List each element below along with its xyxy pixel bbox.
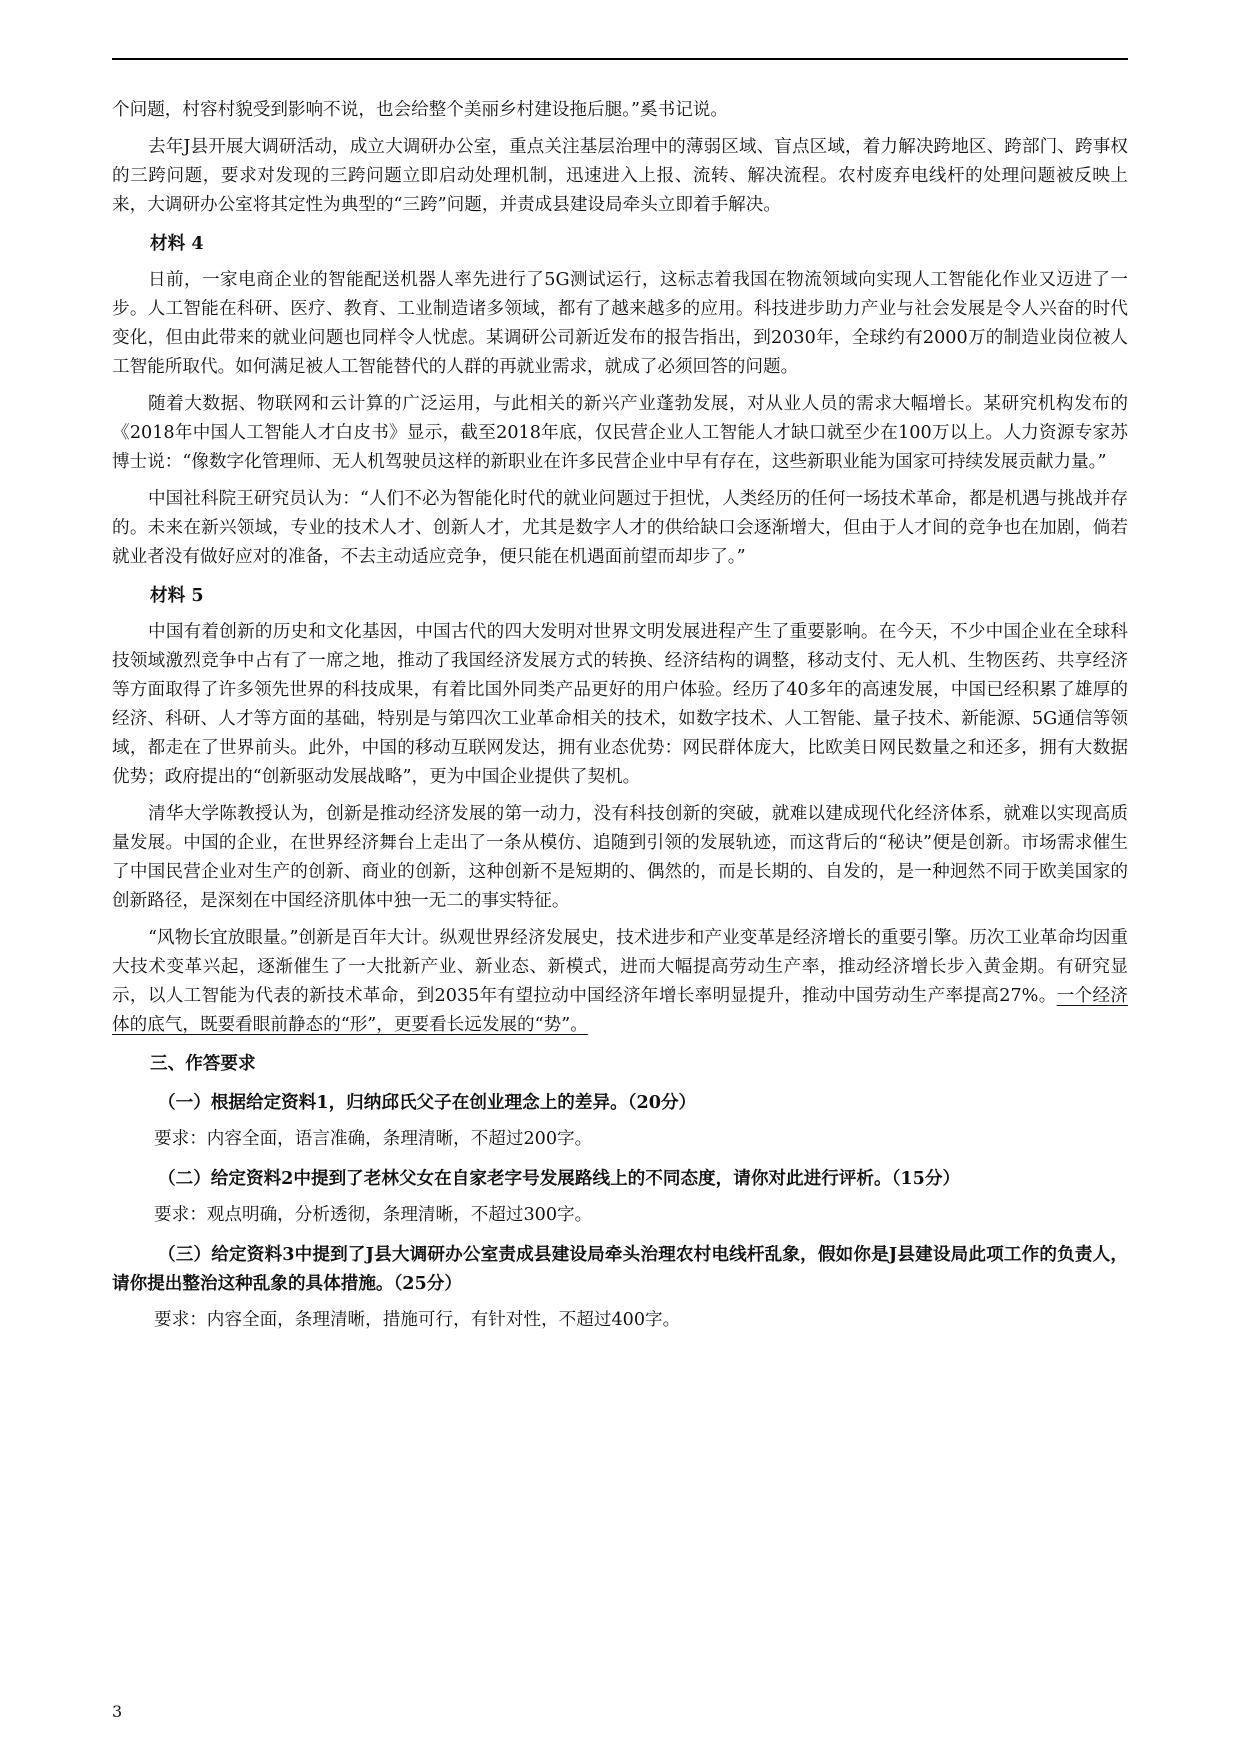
question-1-requirement: 要求：内容全面，语言准确，条理清晰，不超过200字。 [154, 1129, 593, 1149]
header-rule [112, 58, 1128, 60]
continuation-paragraph: 个问题，村容村貌受到影响不说，也会给整个美丽乡村建设拖后腿。”奚书记说。 [112, 100, 728, 120]
material4-paragraph-2: 随着大数据、物联网和云计算的广泛运用，与此相关的新兴产业蓬勃发展，对从业人员的需求大幅增长。某研究机构发布的《2018年中国人工智能人才白皮书》显示，截至2018年底，仅民营企业人工智能人才缺口就至少在100万以上。人力资源专家苏博士说：“像数字化管理师、无人机驾驶员这样的新职业在许多民营企业中早有存在，这些新职业能为国家可持续发展贡献力量。” [112, 394, 1128, 472]
document-body [112, 96, 1128, 1335]
question-3: （三）给定资料3中提到了J县大调研办公室责成县建设局牵头治理农村电线杆乱象，假如你是J县建设局此项工作的负责人，请你提出整治这种乱象的具体措施。（25分） [112, 1244, 1128, 1294]
question-2: （二）给定资料2中提到了老林父女在自家老字号发展路线上的不同态度，请你对此进行评析。（15分） [158, 1168, 961, 1189]
answer-section-heading: 三、作答要求 [150, 1053, 256, 1074]
question-1: （一）根据给定资料1，归纳邱氏父子在创业理念上的差异。（20分） [158, 1092, 697, 1113]
material4-heading: 材料 4 [150, 233, 204, 254]
page-number: 3 [112, 1702, 123, 1721]
j-county-paragraph: 去年J县开展大调研活动，成立大调研办公室，重点关注基层治理中的薄弱区域、盲点区域，着力解决跨地区、跨部门、跨事权的三跨问题，要求对发现的三跨问题立即启动处理机制，迅速进入上报、流转、解决流程。农村废弃电线杆的处理问题被反映上来，大调研办公室将其定性为典型的“三跨”问题，并责成县建设局牵头立即着手解决。 [112, 137, 1128, 215]
underlined-conclusion: 一个经济体的底气，既要看眼前静态的“形”，更要看长远发展的“势”。 [112, 986, 1128, 1035]
material5-paragraph-3-text: “风物长宜放眼量。”创新是百年大计。纵观世界经济发展史，技术进步和产业变革是经济增长的重要引擎。历次工业革命均因重大技术变革兴起，逐渐催生了一大批新产业、新业态、新模式，进而大幅提高劳动生产率，推动经济增长步入黄金期。有研究显示，以人工智能为代表的新技术革命，到2035年有望拉动中国经济年增长率明显提升，推动中国劳动生产率提高27%。 [112, 928, 1128, 1006]
material5-paragraph-2: 清华大学陈教授认为，创新是推动经济发展的第一动力，没有科技创新的突破，就难以建成现代化经济体系，就难以实现高质量发展。中国的企业，在世界经济舞台上走出了一条从模仿、追随到引领的发展轨迹，而这背后的“秘诀”便是创新。市场需求催生了中国民营企业对生产的创新、商业的创新，这种创新不是短期的、偶然的，而是长期的、自发的，是一种迥然不同于欧美国家的创新路径，是深刻在中国经济肌体中独一无二的事实特征。 [112, 804, 1128, 911]
question-2-requirement: 要求：观点明确，分析透彻，条理清晰，不超过300字。 [154, 1205, 593, 1225]
question-3-requirement: 要求：内容全面，条理清晰，措施可行，有针对性，不超过400字。 [154, 1310, 681, 1330]
material4-paragraph-3: 中国社科院王研究员认为：“人们不必为智能化时代的就业问题过于担忧，人类经历的任何一场技术革命，都是机遇与挑战并存的。未来在新兴领域，专业的技术人才、创新人才，尤其是数字人才的供给缺口会逐渐增大，但由于人才间的竞争也在加剧，倘若就业者没有做好应对的准备，不去主动适应竞争，便只能在机遇面前望而却步了。” [112, 489, 1128, 567]
material5-paragraph-1: 中国有着创新的历史和文化基因，中国古代的四大发明对世界文明发展进程产生了重要影响。在今天，不少中国企业在全球科技领域激烈竞争中占有了一席之地，推动了我国经济发展方式的转换、经济结构的调整，移动支付、无人机、生物医药、共享经济等方面取得了许多领先世界的科技成果，有着比国外同类产品更好的用户体验。经历了40多年的高速发展，中国已经积累了雄厚的经济、科研、人才等方面的基础，特别是与第四次工业革命相关的技术，如数字技术、人工智能、量子技术、新能源、5G通信等领域，都走在了世界前头。此外，中国的移动互联网发达，拥有业态优势：网民群体庞大，比欧美日网民数量之和还多，拥有大数据优势；政府提出的“创新驱动发展战略”，更为中国企业提供了契机。 [112, 622, 1128, 787]
material5-heading: 材料 5 [150, 585, 204, 606]
material5-paragraph-3 [112, 924, 1128, 1040]
material4-paragraph-1: 日前，一家电商企业的智能配送机器人率先进行了5G测试运行，这标志着我国在物流领域向实现人工智能化作业又迈进了一步。人工智能在科研、医疗、教育、工业制造诸多领域，都有了越来越多的应用。科技进步助力产业与社会发展是令人兴奋的时代变化，但由此带来的就业问题也同样令人忧虑。某调研公司新近发布的报告指出，到2030年，全球约有2000万的制造业岗位被人工智能所取代。如何满足被人工智能替代的人群的再就业需求，就成了必须回答的问题。 [112, 270, 1128, 377]
